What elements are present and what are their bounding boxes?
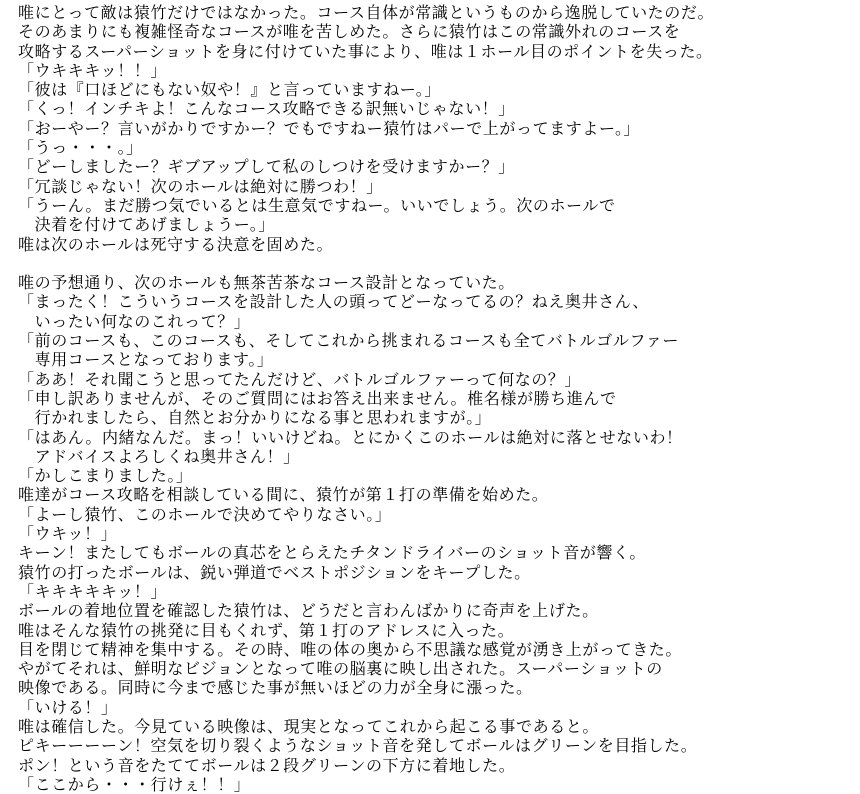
text-line: 「申し訳ありませんが、そのご質問にはお答え出来ません。椎名様が勝ち進んで <box>18 388 617 408</box>
text-line: 目を閉じて精神を集中する。その時、唯の体の奥から不思議な感覚が湧き上がってきた。 <box>18 639 683 659</box>
text-line: 「ウキキキッ！！」 <box>18 60 168 80</box>
text-line: 映像である。同時に今まで感じた事が無いほどの力が全身に漲った。 <box>18 678 533 698</box>
text-line: 「うっ・・・。」 <box>18 138 143 158</box>
text-line: アドバイスよろしくね奥井さん！」 <box>18 446 300 466</box>
text-line: 唯は次のホールは死守する決意を固めた。 <box>18 234 334 254</box>
text-line: 行かれましたら、自然とお分かりになる事と思われますが。」 <box>18 408 492 428</box>
paragraph-second-hole <box>18 273 860 794</box>
text-line: 「キキキキキッ！」 <box>18 581 168 601</box>
text-line: 「ああ！それ聞こうと思ってたんだけど、バトルゴルファーって何なの？」 <box>18 369 582 389</box>
text-line: 「よーし猿竹、このホールで決めてやりなさい。」 <box>18 504 392 524</box>
text-line: 「ここから・・・行けぇ！！」 <box>18 774 251 794</box>
text-line: 決着を付けてあげましょうー。」 <box>18 215 275 235</box>
text-line: そのあまりにも複雑怪奇なコースが唯を苦しめた。さらに猿竹はこの常識外れのコースを <box>18 22 681 42</box>
text-line: 「前のコースも、このコースも、そしてこれから挑まれるコースも全てバトルゴルファー <box>18 331 679 351</box>
text-line: ボールの着地位置を確認した猿竹は、どうだと言わんばかりに奇声を上げた。 <box>18 601 599 621</box>
text-line: 専用コースとなっております。」 <box>18 350 274 370</box>
text-line: 唯達がコース攻略を相談している間に、猿竹が第１打の準備を始めた。 <box>18 485 549 505</box>
text-line: 「彼は『口ほどにもない奴や！』と言っていますねー。」 <box>18 80 441 100</box>
text-line: 「ウキッ！」 <box>18 524 118 544</box>
text-line: 「かしこまりました。」 <box>18 466 193 486</box>
text-line: ピキーーーーン！空気を切り裂くようなショット音を発してボールはグリーンを目指した。 <box>18 736 698 756</box>
text-line: やがてそれは、鮮明なビジョンとなって唯の脳裏に映し出された。スーパーショットの <box>18 659 663 679</box>
text-line: 唯はそんな猿竹の挑発に目もくれず、第１打のアドレスに入った。 <box>18 620 515 640</box>
text-line: 猿竹の打ったボールは、鋭い弾道でベストポジションをキープした。 <box>18 562 531 582</box>
paragraph-break <box>18 254 860 273</box>
text-line: 「はあん。内緒なんだ。まっ！いいけどね。とにかくこのホールは絶対に落とせないわ！ <box>18 427 683 447</box>
text-line: 唯は確信した。今見ている映像は、現実となってこれから起こる事であると。 <box>18 716 600 736</box>
text-line: ポン！という音をたててボールは２段グリーンの下方に着地した。 <box>18 755 516 775</box>
text-line: 「まったく！こういうコースを設計した人の頭ってどーなってるの？ねえ奥井さん、 <box>18 292 649 312</box>
text-line: 「おーやー？言いがかりですかー？でもですねー猿竹はパーで上がってますよー。」 <box>18 118 641 138</box>
text-line: 唯の予想通り、次のホールも無茶苦茶なコース設計となっていた。 <box>18 273 515 293</box>
text-line: 「どーしましたー？ギブアップして私のしつけを受けますかー？」 <box>18 157 515 177</box>
text-line: 「いける！」 <box>18 697 118 717</box>
text-line: キーン！またしてもボールの真芯をとらえたチタンドライバーのショット音が響く。 <box>18 543 646 563</box>
text-line: 唯にとって敵は猿竹だけではなかった。コース自体が常識というものから逸脱していたのだ。 <box>18 3 715 22</box>
story-text <box>18 3 860 794</box>
text-line: 「うーん。まだ勝つ気でいるとは生意気ですねー。いいでしょう。次のホールで <box>18 195 616 215</box>
text-line: 攻略するスーパーショットを身に付けていた事により、唯は１ホール目のポイントを失った。 <box>18 41 713 61</box>
text-line: いったい何なのこれって？」 <box>18 311 251 331</box>
text-line: 「くっ！インチキよ！こんなコース攻略できる訳無いじゃない！」 <box>18 99 515 119</box>
text-line: 「冗談じゃない！次のホールは絶対に勝つわ！」 <box>18 176 383 196</box>
paragraph-rival-and-course <box>18 3 860 254</box>
